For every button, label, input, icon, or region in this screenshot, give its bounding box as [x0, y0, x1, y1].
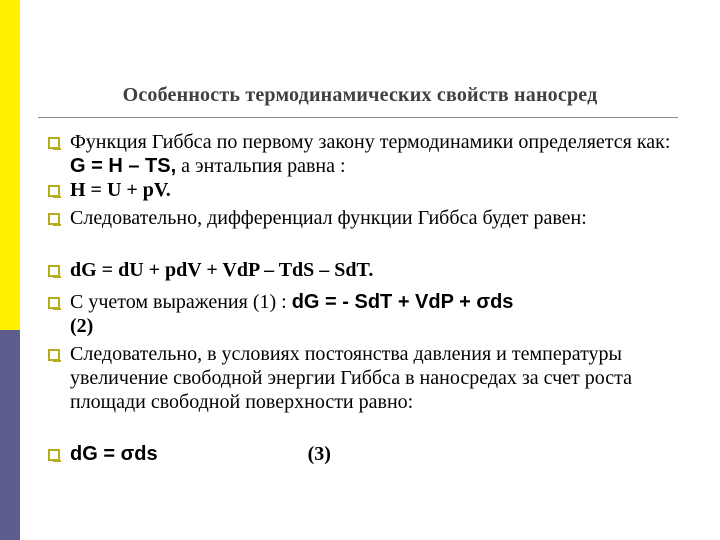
- square-bullet-icon: [48, 349, 60, 361]
- equation-differential: dG = dU + pdV + VdP – TdS – SdT.: [70, 259, 374, 281]
- square-bullet-icon: [48, 297, 60, 309]
- equation-number-3: (3): [307, 443, 331, 465]
- side-bar-purple: [0, 330, 20, 540]
- list-item-gibbs-definition: Функция Гиббса по первому закону термодинамики определяется как: G = H – TS, а энтальпия равна :: [70, 130, 690, 178]
- square-bullet-icon: [48, 265, 60, 277]
- list-item-differential-intro: Следовательно, дифференциал функции Гиббса будет равен:: [70, 206, 690, 230]
- square-bullet-icon: [48, 213, 60, 225]
- side-bar-yellow: [0, 0, 20, 330]
- list-item-expression-3: [70, 442, 690, 466]
- square-bullet-icon: [48, 185, 60, 197]
- list-item-differential: [70, 258, 690, 282]
- square-bullet-icon: [48, 449, 60, 461]
- equation-enthalpy: H = U + pV.: [70, 179, 171, 201]
- list-item-enthalpy: [70, 178, 690, 202]
- title-divider: [38, 117, 678, 118]
- slide-title: Особенность термодинамических свойств наносред: [122, 84, 598, 106]
- equation-gibbs: G = H – TS,: [70, 155, 177, 177]
- equation-2: dG = - SdT + VdP + σds: [291, 291, 514, 313]
- square-bullet-icon: [48, 137, 60, 149]
- equation-number-2: (2): [70, 315, 94, 337]
- equation-3: dG = σds: [70, 443, 158, 465]
- list-item-expression-2: С учетом выражения (1) : dG = - SdT + VdP + σds (2): [70, 290, 690, 338]
- list-item-surface-energy: Следовательно, в условиях постоянства давления и температуры увеличение свободной энергии Гиббса в наносредах за счет роста площади свободной поверхности равно:: [70, 342, 690, 414]
